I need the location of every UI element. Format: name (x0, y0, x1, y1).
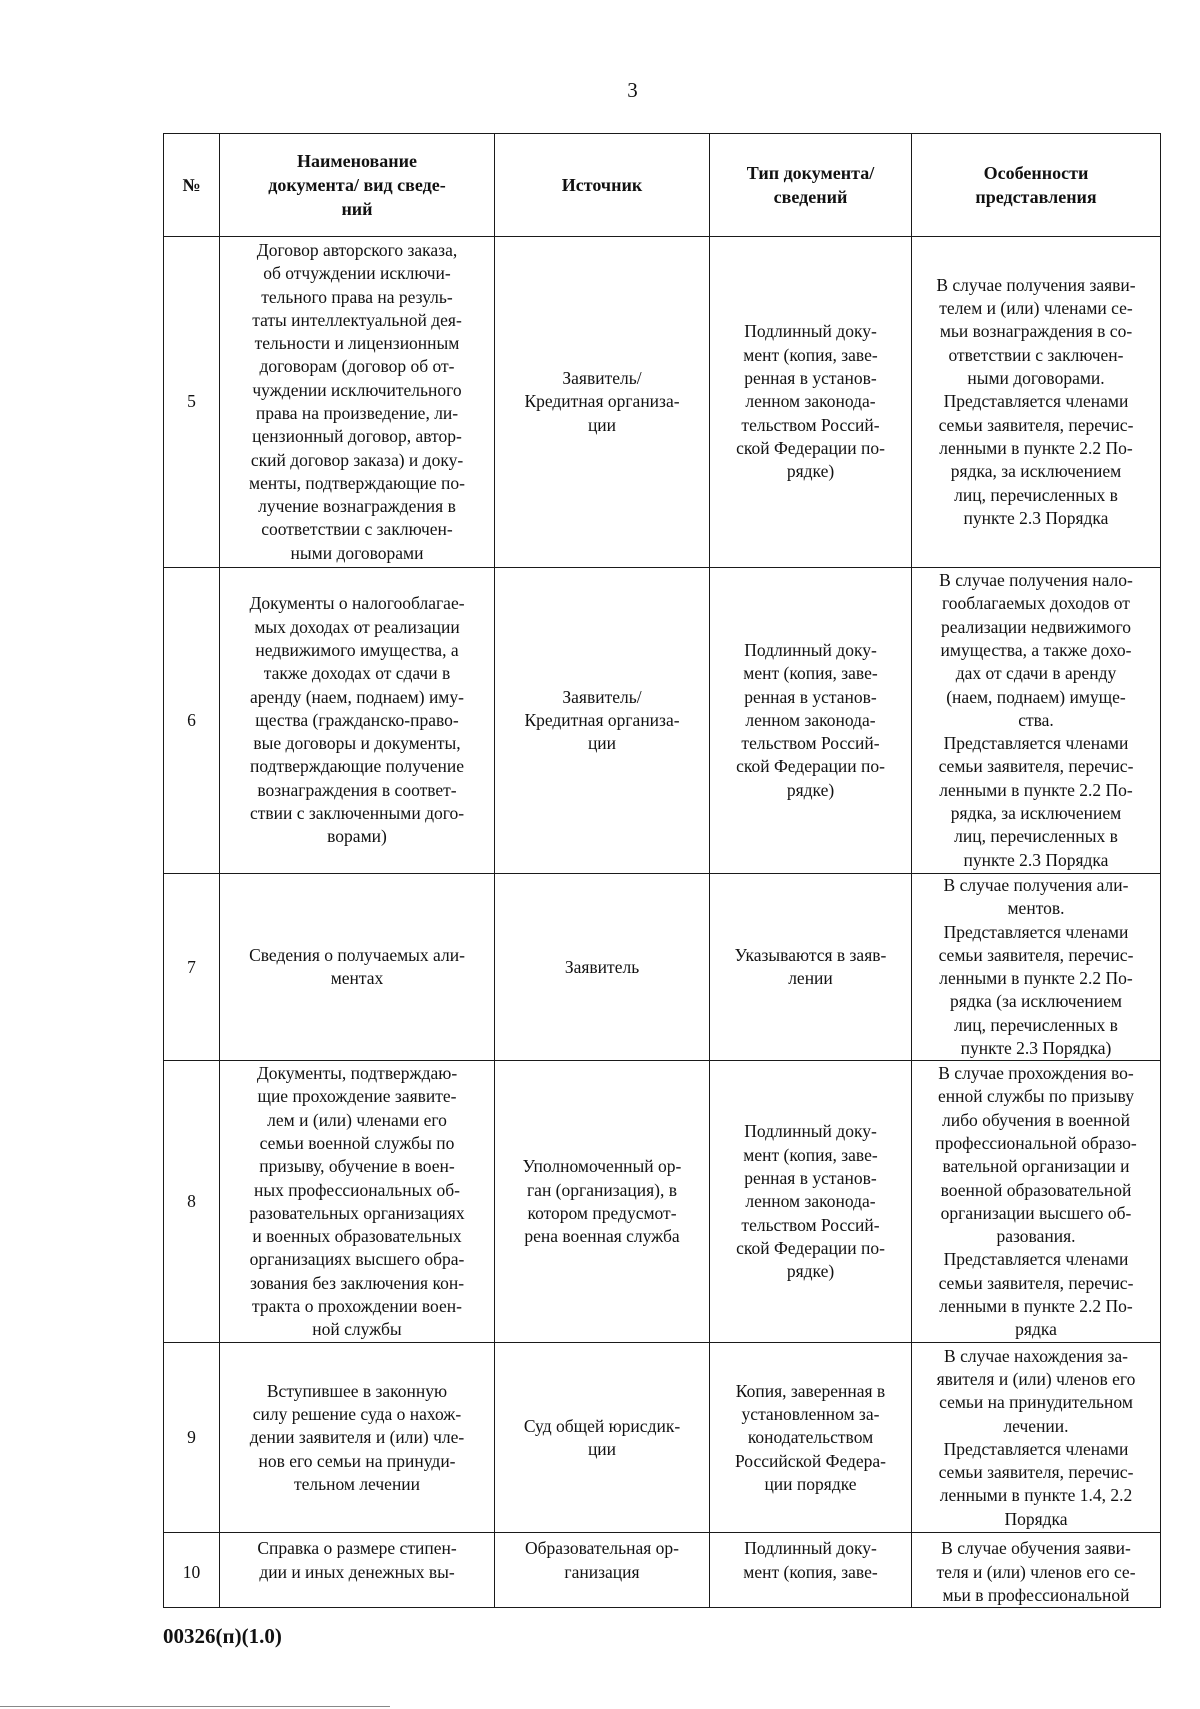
row-document-name: Договор авторского заказа, об отчуждении исключи- тельного права на резуль- таты интеллектуальной дея- тельности и лицензионным договорам (договор об от- чуждении исключительного права на произведение, ли- цензионный договор, автор- ский договор заказа) и доку- менты, подтверждающие по- лучение вознаграждения в соответствии с заключен- ными договорами (220, 237, 495, 568)
header-features: Особенности представления (912, 134, 1161, 237)
row-features: В случае получения заяви- телем и (или) членами се- мьи вознаграждения в со- ответствии с заключен- ными договорами. Представляется членами семьи заявителя, перечис- ленными в пункте 2.2 По- рядка, за исключением лиц, перечисленных в пункте 2.3 Порядка (912, 237, 1161, 568)
table-row (164, 237, 1161, 568)
header-document-name: Наименование документа/ вид сведе- ний (220, 134, 495, 237)
row-document-name: Документы, подтверждаю- щие прохождение заявите- лем и (или) членами его семьи военной службы по призыву, обучение в воен- ных профессиональных об- разовательных организациях и военных образовательных организациях высшего обра- зования без заключения кон- тракта о прохождении воен- ной службы (220, 1061, 495, 1343)
row-source: Уполномоченный ор- ган (организация), в котором предусмот- рена военная служба (495, 1061, 710, 1343)
page-number: 3 (627, 78, 638, 102)
row-source: Заявитель/ Кредитная организа- ции (495, 237, 710, 568)
documents-table (163, 133, 1161, 1608)
scan-edge-divider (0, 1706, 390, 1707)
row-document-name: Документы о налогооблагае- мых доходах от реализации недвижимого имущества, а также доходах от сдачи в аренду (наем, поднаем) иму- щества (гражданско-право- вые договоры и документы, подтверждающие получение вознаграждения в соответ- ствии с заключенными дого- ворами) (220, 568, 495, 874)
row-features: В случае нахождения за- явителя и (или) членов его семьи на принудительном лечении. Представляется членами семьи заявителя, перечис- ленными в пункте 1.4, 2.2 Порядка (912, 1343, 1161, 1533)
row-document-type: Подлинный доку- мент (копия, заве- ренная в установ- ленном законода- тельством Россий- ской Федерации по- рядке) (710, 568, 912, 874)
header-source: Источник (495, 134, 710, 237)
row-features: В случае прохождения во- енной службы по призыву либо обучения в военной профессиональной образо- вательной организации и военной образовательной организации высшего об- разования. Представляется членами семьи заявителя, перечис- ленными в пункте 2.2 По- рядка (912, 1061, 1161, 1343)
row-document-type: Подлинный доку- мент (копия, заве- ренная в установ- ленном законода- тельством Россий- ской Федерации по- рядке) (710, 237, 912, 568)
table-row (164, 568, 1161, 874)
row-document-name: Вступившее в законную силу решение суда о нахож- дении заявителя и (или) чле- нов его семьи на принуди- тельном лечении (220, 1343, 495, 1533)
table-row (164, 874, 1161, 1061)
row-document-name: Справка о размере стипен- дии и иных денежных вы- (220, 1533, 495, 1608)
row-document-name: Сведения о получаемых али- ментах (220, 874, 495, 1061)
table-row (164, 1061, 1161, 1343)
row-number: 9 (164, 1343, 220, 1533)
row-source: Образовательная ор- ганизация (495, 1533, 710, 1608)
document-code: 00326(п)(1.0) (163, 1624, 282, 1648)
row-document-type: Подлинный доку- мент (копия, заве- ренная в установ- ленном законода- тельством Россий- ской Федерации по- рядке) (710, 1061, 912, 1343)
row-features: В случае получения нало- гооблагаемых доходов от реализации недвижимого имущества, а также дохо- дах от сдачи в аренду (наем, поднаем) имуще- ства. Представляется членами семьи заявителя, перечис- ленными в пункте 2.2 По- рядка, за исключением лиц, перечисленных в пункте 2.3 Порядка (912, 568, 1161, 874)
row-source: Суд общей юрисдик- ции (495, 1343, 710, 1533)
row-number: 10 (164, 1533, 220, 1608)
table-header-row (164, 134, 1161, 237)
row-document-type: Подлинный доку- мент (копия, заве- (710, 1533, 912, 1608)
row-number: 5 (164, 237, 220, 568)
row-features: В случае обучения заяви- теля и (или) членов его се- мьи в профессиональной (912, 1533, 1161, 1608)
header-document-type: Тип документа/ сведений (710, 134, 912, 237)
header-number: № (164, 134, 220, 237)
row-number: 8 (164, 1061, 220, 1343)
row-number: 6 (164, 568, 220, 874)
row-document-type: Копия, заверенная в установленном за- конодательством Российской Федера- ции порядке (710, 1343, 912, 1533)
row-number: 7 (164, 874, 220, 1061)
row-features: В случае получения али- ментов. Представляется членами семьи заявителя, перечис- ленными в пункте 2.2 По- рядка (за исключением лиц, перечисленных в пункте 2.3 Порядка) (912, 874, 1161, 1061)
row-source: Заявитель (495, 874, 710, 1061)
row-source: Заявитель/ Кредитная организа- ции (495, 568, 710, 874)
table-row (164, 1343, 1161, 1533)
row-document-type: Указываются в заяв- лении (710, 874, 912, 1061)
table-row (164, 1533, 1161, 1608)
